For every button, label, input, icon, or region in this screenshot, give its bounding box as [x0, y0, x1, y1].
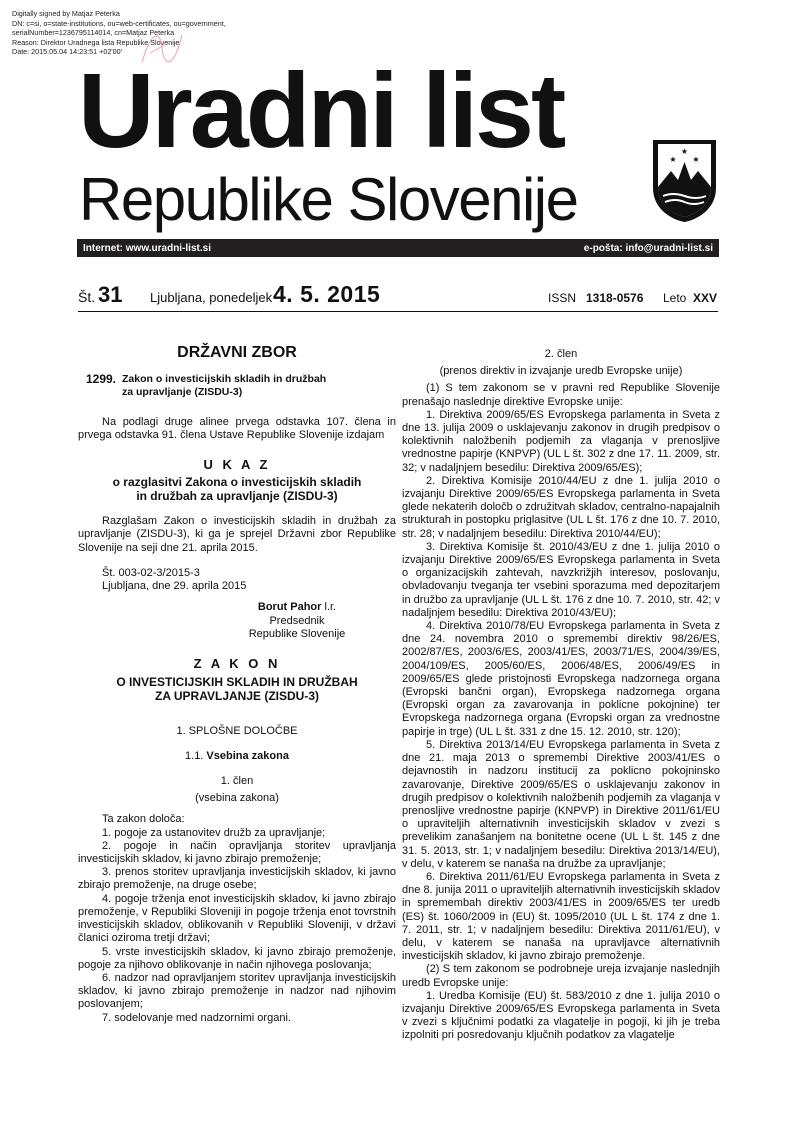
paragraph: (1) S tem zakonom se v pravni red Republike Slovenije prenašajo naslednje direktive Evropske unije: [402, 382, 720, 408]
ukaz-subheading-line: o razglasitvi Zakona o investicijskih skladih [112, 475, 362, 490]
signatory-name-line [198, 601, 396, 614]
svg-text:★: ★ [669, 155, 677, 164]
act-title [122, 373, 326, 399]
signatory-country: Republike Slovenije [248, 628, 346, 641]
list-item: 1. Uredba Komisije (EU) št. 583/2010 z dne 1. julija 2010 o izvajanju Direktive 2009/65/ES Evropskega parlamenta in Sveta v zvezi s ključnimi podatki za vlagatelje in pogoji, ki jih je treba izpolniti pri posredovanju ključnih podatkov za vlagatelje [402, 989, 720, 1042]
signature-line: Digitally signed by Matjaz Peterka [12, 9, 120, 18]
reference-date: Ljubljana, dne 29. aprila 2015 [102, 580, 247, 593]
act-heading [78, 373, 396, 399]
ukaz-text: Razglašam Zakon o investicijskih skladih in družbah za upravljanje (ZISDU-3), ki ga je sprejel Državni zbor Republike Slovenije na seji dne 21. aprila 2015. [78, 515, 396, 554]
issue-line [78, 282, 718, 312]
svg-text:★: ★ [680, 147, 689, 156]
zakon-subheading-line: O INVESTICIJSKIH SKLADIH IN DRUŽBAH [116, 674, 358, 689]
preamble: Na podlagi druge alinee prvega odstavka 107. člena in prvega odstavka 91. člena Ustave Republike Slovenije izdajam [78, 415, 396, 441]
ukaz-subheading-line: in družbah za upravljanje (ZISDU-3) [136, 489, 338, 504]
list-item: 5. Direktiva 2013/14/EU Evropskega parlamenta in Sveta z dne 21. maja 2013 o spremembi Direktive 2003/41/ES o dejavnostih in nadzoru institucij za poklicno pokojninsko zavarovanje, Direktive 2009/65/ES o usklajevanju zakonov in drugih predpisov o kolektivnih naložbenih podjemih za vlaganja v prenosljive vrednostne papirje (KNPVP) in Direktive 2011/61/EU o upraviteljih alternativnih investicijskih skladov v zvezi s prevelikim zanašanjem na bonitetne ocene (UL L št. 145 z dne 31. 5. 2013, str. 1; v nadaljnjem besedilu: Direktiva 2013/14/EU), v delu, v katerem se nanaša na družbe za upravljanje; [402, 738, 720, 870]
section-title: DRŽAVNI ZBOR [177, 344, 297, 361]
list-item: 3. Direktiva Komisije št. 2010/43/EU z dne 1. julija 2010 o izvajanju Direktive 2009/65/ES Evropskega parlamenta in Sveta o organizacijskih zahtevah, navzkrižjih interesov, poslovanju, obvladovanju tveganja ter vsebini sporazuma med depozitarjem in družbo za upravljanje (UL L št. 176 z dne 10. 7. 2010, str. 42; v nadaljnjem besedilu: Direktiva 2010/43/EU); [402, 540, 720, 619]
list-item: 2. Direktiva Komisije 2010/44/EU z dne 1. julija 2010 o izvajanju Direktive 2009/65/ES Evropskega parlamenta in Sveta glede nekaterih določb o združitvah skladov, centralno-napajalnih strukturah in postopku priglasitve (UL L št. 176 z dne 10. 7. 2010, str. 28; v nadaljnjem besedilu: Direktiva 2010/44/EU); [402, 474, 720, 540]
year-value: XXV [693, 291, 718, 305]
list-item: 4. pogoje trženja enot investicijskih skladov, ki javno zbirajo premoženje, v Republiki Sloveniji in pogoje trženja enot tovrstnih investicijskih skladov, oblikovanih v Republiki Sloveniji, v državi članici oziroma tretji državi; [78, 892, 396, 945]
signatory-role: Predsednik [269, 614, 325, 627]
left-column [78, 338, 396, 1025]
digital-signature [12, 9, 226, 57]
issue-number-label: Št. [78, 289, 96, 305]
signature-line: Reason: Direktor Uradnega lista Republike Slovenije [12, 37, 180, 47]
list-item: 6. Direktiva 2011/61/EU Evropskega parlamenta in Sveta z dne 8. junija 2011 o upraviteljih alternativnih investicijskih skladov in spremembah direktiv 2003/41/ES in 2009/65/ES ter uredb (ES) št. 1060/2009 in (EU) št. 1095/2010 (UL L št. 174 z dne 1. 7. 2011, str. 1; v nadaljnjem besedilu: Direktiva 2011/61/EU), v delu, v katerem se nanaša na upravljavce alternativnih investicijskih skladov, ki javno zbirajo premoženje. [402, 870, 720, 963]
website-link[interactable]: Internet: www.uradni-list.si [83, 242, 211, 254]
list-item: 4. Direktiva 2010/78/EU Evropskega parlamenta in Sveta z dne 24. novembra 2010 o spremembi direktiv 98/26/ES, 2002/87/ES, 2003/6/ES, 2003/41/ES, 2003/71/ES, 2004/39/ES, 2004/109/ES, 2005/60/ES, 2006/48/ES, 2006/49/ES in 2009/65/ES glede pristojnosti Evropskega nadzornega organa (Evropski bančni organ), Evropskega nadzornega organa (Evropski organ za zavarovanja in poklicne pokojnine) ter Evropskega nadzornega organa (Evropski organ za vrednostne papirje in trge) (UL L št. 331 z dne 15. 12. 2010, str. 120); [402, 620, 720, 738]
list-item: 3. prenos storitev upravljanja investicijskih skladov, ki javno zbirajo premoženje, na druge osebe; [78, 866, 396, 892]
list-item: 2. pogoje in način opravljanja storitev upravljanja investicijskih skladov, ki javno zbirajo premoženje; [78, 839, 396, 866]
svg-text:★: ★ [692, 155, 700, 164]
list-item: 1. Direktiva 2009/65/ES Evropskega parlamenta in Sveta z dne 13. julija 2009 o usklajevanju zakonov in drugih predpisov o kolektivnih naložbenih podjemih za vlaganja v prenosljive vrednostne papirje (KNPVP) (UL L št. 302 z dne 17. 11. 2009, str. 32; v nadaljnjem besedilu: Direktiva 2009/65/ES); [402, 408, 720, 474]
paragraph: (2) S tem zakonom se podrobneje ureja izvajanje naslednjih uredb Evropske unije: [402, 963, 720, 989]
act-number: 1299. [85, 372, 116, 387]
article-intro: Ta zakon določa: [102, 813, 185, 826]
subchapter-number: 1.1. [185, 749, 207, 762]
zakon-heading: Z A K O N [193, 656, 281, 672]
chapter-title: 1. SPLOŠNE DOLOČBE [176, 724, 298, 737]
ukaz-heading: U K A Z [203, 457, 271, 473]
article-title: (prenos direktiv in izvajanje uredb Evropske unije) [439, 365, 683, 378]
subchapter-name: Vsebina zakona [206, 749, 289, 762]
signatory-suffix: l.r. [321, 601, 337, 614]
coat-of-arms-icon [651, 138, 718, 224]
signature-line: Date: 2015.05.04 14:23:51 +02'00' [12, 47, 123, 57]
list-item: 6. nadzor nad opravljanjem storitev upravljanja investicijskih skladov, ki javno zbirajo premoženje in nadzor nad njihovim poslovanjem; [78, 971, 396, 1011]
issue-date: 4. 5. 2015 [273, 281, 381, 307]
signature-line: serialNumber=1236795114014, cn=Matjaz Peterka [12, 28, 175, 38]
list-item: 1. pogoje za ustanovitev družb za upravljanje; [102, 826, 326, 839]
ukaz-subheading [78, 475, 396, 503]
signatory [78, 601, 396, 641]
signature-line: DN: c=si, o=state-institutions, ou=web-certificates, ou=government, [12, 18, 226, 28]
year-label: Leto [663, 291, 687, 305]
article-number: 2. člen [544, 348, 578, 360]
list-item: 7. sodelovanje med nadzornimi organi. [102, 1011, 291, 1024]
issn-label: ISSN [548, 291, 577, 305]
contact-bar [77, 239, 719, 257]
list-item: 5. vrste investicijskih skladov, ki javno zbirajo premoženje, pogoje za njihovo oblikovanje in način njihovega poslovanja; [78, 945, 396, 971]
signatory-name: Borut Pahor [257, 601, 322, 614]
masthead-title: Uradni list [78, 52, 564, 170]
masthead-subtitle: Republike Slovenije [79, 166, 578, 233]
zakon-subheading [78, 675, 396, 703]
issue-number: 31 [98, 282, 123, 307]
reference-number: Št. 003-02-3/2015-3 [102, 566, 200, 579]
issue-place-day: Ljubljana, ponedeljek [150, 290, 273, 305]
article-title: (vsebina zakona) [195, 792, 279, 805]
act-title-line: za upravljanje (ZISDU-3) [122, 386, 243, 399]
email-link[interactable]: e-pošta: info@uradni-list.si [583, 242, 713, 254]
zakon-subheading-line: ZA UPRAVLJANJE (ZISDU-3) [154, 688, 319, 703]
subchapter-title [78, 750, 396, 763]
article-number: 1. člen [220, 775, 254, 788]
act-title-line: Zakon o investicijskih skladih in družbah [122, 373, 327, 386]
right-column [402, 348, 720, 1043]
issn-value: 1318-0576 [586, 291, 644, 305]
